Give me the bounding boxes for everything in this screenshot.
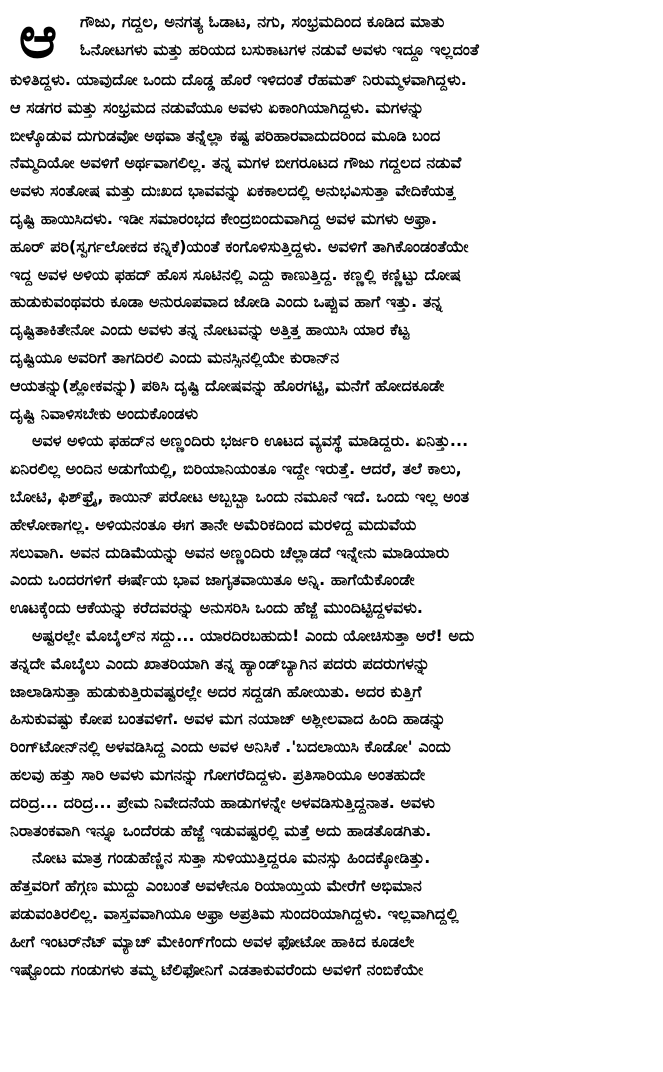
text-line: ಹೇಳೋಕಾಗಲ್ಲ. ಅಳಿಯನಂತೂ ಈಗ ತಾನೇ ಅಮೆರಿಕದಿಂದ ಮರಳಿದ್ದ ಮದುವೆಯ [10, 514, 417, 534]
text-line: ಕುಳಿತಿದ್ದಳು. ಯಾವುದೋ ಒಂದು ದೊಡ್ಡ ಹೊರೆ ಇಳಿದಂತೆ ರೆಹಮತ್ ನಿರುಮ್ಮಳವಾಗಿದ್ದಳು. [10, 70, 467, 89]
text-line: ಗೌಜು, ಗದ್ದಲ, ಅನಗತ್ಯ ಓಡಾಟ, ನಗು, ಸಂಭ್ರಮದಿಂದ ಕೂಡಿದ ಮಾತು [80, 12, 445, 31]
text-line: ಏನಿರಲಿಲ್ಲ ಅಂದಿನ ಅಡುಗೆಯಲ್ಲಿ, ಬಿರಿಯಾನಿಯಂತೂ ಇದ್ದೇ ಇರುತ್ತೆ. ಆದರೆ, ತಲೆ ಕಾಲು, [10, 459, 462, 479]
text-line: ನೆಮ್ಮದಿಯೋ ಅವಳಿಗೆ ಅರ್ಥವಾಗಲಿಲ್ಲ. ತನ್ನ ಮಗಳ ಬೀಗರೂಟದ ಗೌಜು ಗದ್ದಲದ ನಡುವೆ [10, 153, 462, 173]
drop-cap: ಆ [18, 3, 58, 71]
text-line: ಅವಳು ಸಂತೋಷ ಮತ್ತು ದುಃಖದ ಭಾವವನ್ನು ಏಕಕಾಲದಲ್ಲಿ ಅನುಭವಿಸುತ್ತಾ ವೇದಿಕೆಯತ್ತ [10, 181, 456, 201]
text-line: ಊಟಕ್ಕೆಂದು ಆಕೆಯನ್ನು ಕರೆದವರನ್ನು ಅನುಸರಿಸಿ ಒಂದು ಹೆಜ್ಜೆ ಮುಂದಿಟ್ಟಿದ್ದಳವಳು. [10, 598, 424, 618]
paragraph-1 [10, 3, 653, 427]
text-line: ದೃಷ್ಟಿತಾಕಿತೇನೋ ಎಂದು ಅವಳು ತನ್ನ ನೋಟವನ್ನು ಅತ್ತಿತ್ತ ಹಾಯಿಸಿ ಯಾರ ಕೆಟ್ಟ [10, 320, 410, 340]
text-line: ಹೀಗೆ ಇಂಟರ್‌ನೆಟ್ ಮ್ಯಾಚ್ ಮೇಕಿಂಗ್‌ಗೆಂದು ಅವಳ ಫೋಟೋ ಹಾಕಿದ ಕೂಡಲೇ [10, 931, 415, 951]
text-line: ದೃಷ್ಟಿ ಹಾಯಿಸಿದಳು. ಇಡೀ ಸಮಾರಂಭದ ಕೇಂದ್ರಬಿಂದುವಾಗಿದ್ದ ಅವಳ ಮಗಳು ಅಫ್ರಾ. [10, 208, 438, 228]
text-line: ದರಿದ್ರ... ದರಿದ್ರ... ಪ್ರೇಮ ನಿವೇದನೆಯ ಹಾಡುಗಳನ್ನೇ ಅಳವಡಿಸುತ್ತಿದ್ದನಾತ. ಅವಳು [10, 792, 435, 812]
text-line: ಓನೋಟಗಳು ಮತ್ತು ಹರಿಯದ ಬಸುಕಾಟಗಳ ನಡುವೆ ಅವಳು ಇದ್ದೂ ಇಲ್ಲದಂತೆ [80, 39, 479, 59]
text-line: ಆ ಸಡಗರ ಮತ್ತು ಸಂಭ್ರಮದ ನಡುವೆಯೂ ಅವಳು ಏಕಾಂಗಿಯಾಗಿದ್ದಳು. ಮಗಳನ್ನು [10, 97, 425, 117]
text-line: ಅಷ್ಟರಲ್ಲೇ ಮೊಬೈಲ್‌ನ ಸದ್ದು... ಯಾರದಿರಬಹುದು! ಎಂದು ಯೋಚಿಸುತ್ತಾ ಅರೆ! ಅದು [32, 625, 475, 645]
paragraph-4 [10, 844, 653, 983]
text-line: ಹೆತ್ತವರಿಗೆ ಹೆಗ್ಗಣ ಮುದ್ದು ಎಂಬಂತೆ ಅವಳೇನೂ ರಿಯಾಯ್ತಿಯ ಮೇರೆಗೆ ಅಭಿಮಾನ [10, 876, 422, 896]
text-line: ಹುಡುಕುವಂಥವರು ಕೂಡಾ ಅನುರೂಪವಾದ ಜೋಡಿ ಎಂದು ಒಪ್ಪುವ ಹಾಗೆ ಇತ್ತು. ತನ್ನ [10, 292, 443, 312]
text-line: ಆಯತನ್ನು(ಶ್ಲೋಕವನ್ನು) ಪಠಿಸಿ ದೃಷ್ಟಿ ದೋಷವನ್ನು ಹೊರಗಟ್ಟಿ, ಮನೆಗೆ ಹೋದಕೂಡೇ [10, 375, 445, 395]
text-line: ಎಂದು ಒಂದರಗಳಿಗೆ ಈರ್ಷೆಯ ಭಾವ ಜಾಗೃತವಾಯಿತೂ ಅನ್ನಿ. ಹಾಗೆಯೆಕೊಂಡೇ [10, 570, 415, 590]
paragraph-2 [10, 427, 653, 622]
text-line: ಹಿಸುಕುವಷ್ಟು ಕೋಪ ಬಂತವಳಿಗೆ. ಅವಳ ಮಗ ನಯಾಜ್ ಅಶ್ಲೀಲವಾದ ಹಿಂದಿ ಹಾಡನ್ನು [10, 709, 446, 729]
text-line: ಸಲುವಾಗಿ. ಅವನ ದುಡಿಮೆಯನ್ನು ಅವನ ಅಣ್ಣಂದಿರು ಚೆಲ್ಲಾಡದೆ ಇನ್ನೇನು ಮಾಡಿಯಾರು [10, 542, 450, 562]
text-line: ಹೂರ್ ಪರಿ(ಸ್ವರ್ಗಲೋಕದ ಕನ್ನಿಕೆ)ಯಂತೆ ಕಂಗೊಳಿಸುತ್ತಿದ್ದಳು. ಅವಳಿಗೆ ತಾಗಿಕೊಂಡಂತೆಯೇ [10, 236, 469, 256]
text-line: ರಿಂಗ್‌ಟೋನ್‌ನಲ್ಲಿ ಅಳವಡಿಸಿದ್ದ ಎಂದು ಅವಳ ಅನಿಸಿಕೆ .'ಬದಲಾಯಿಸಿ ಕೊಡೋ' ಎಂದು [10, 737, 451, 757]
text-line: ಹಲವು ಹತ್ತು ಸಾರಿ ಅವಳು ಮಗನನ್ನು ಗೋಗರೆದಿದ್ದಳು. ಪ್ರತಿಸಾರಿಯೂ ಅಂತಹುದೇ [10, 764, 426, 784]
text-line: ಇಷ್ಟೊಂದು ಗಂಡುಗಳು ತಮ್ಮ ಟೆಲಿಫೋನಿಗೆ ಎಡತಾಕುವರೆಂದು ಅವಳಿಗೆ ನಂಬಿಕೆಯೇ [10, 959, 424, 979]
paragraph-3 [10, 622, 653, 844]
text-line: ಬೋಟಿ, ಫಿಶ್‌ಫ್ರೈ, ಕಾಯಿನ್ ಪರೋಟ ಅಬ್ಬಬ್ಬಾ ಒಂದು ನಮೂನೆ ಇದೆ. ಒಂದು ಇಲ್ಲ ಅಂತ [10, 486, 470, 506]
text-line: ಅವಳ ಅಳಿಯ ಫಹದ್‌ನ ಅಣ್ಣಂದಿರು ಭರ್ಜರಿ ಊಟದ ವ್ಯವಸ್ಥೆ ಮಾಡಿದ್ದರು. ಏನಿತ್ತು... [32, 431, 469, 451]
text-line: ಬೀಳ್ಕೊಡುವ ದುಗುಡವೋ ಅಥವಾ ತನ್ನೆಲ್ಲಾ ಕಷ್ಟ ಪರಿಹಾರವಾದುದರಿಂದ ಮೂಡಿ ಬಂದ [10, 125, 441, 145]
text-line: ದೃಷ್ಟಿಯೂ ಅವರಿಗೆ ತಾಗದಿರಲಿ ಎಂದು ಮನಸ್ಸಿನಲ್ಲಿಯೇ ಕುರಾನ್‌ನ [10, 347, 340, 367]
text-line: ಪಡುವಂತಿರಲಿಲ್ಲ. ವಾಸ್ತವವಾಗಿಯೂ ಅಫ್ರಾ ಅಪ್ರತಿಮ ಸುಂದರಿಯಾಗಿದ್ದಳು. ಇಲ್ಲವಾಗಿದ್ದಲ್ಲಿ [10, 903, 459, 923]
text-line: ತನ್ನದೇ ಮೊಬೈಲು ಎಂದು ಖಾತರಿಯಾಗಿ ತನ್ನ ಹ್ಯಾಂಡ್‌ಬ್ಯಾಗಿನ ಪದರು ಪದರುಗಳನ್ನು [10, 653, 430, 673]
text-line: ನಿರಾತಂಕವಾಗಿ ಇನ್ನೂ ಒಂದೆರಡು ಹೆಜ್ಜೆ ಇಡುವಷ್ಟರಲ್ಲಿ ಮತ್ತೆ ಅದು ಹಾಡತೊಡಗಿತು. [10, 820, 432, 840]
text-line: ಜಾಲಾಡಿಸುತ್ತಾ ಹುಡುಕುತ್ತಿರುವಷ್ಟರಲ್ಲೇ ಅದರ ಸದ್ದಡಗಿ ಹೋಯಿತು. ಅದರ ಕುತ್ತಿಗೆ [10, 681, 422, 701]
text-line: ನೋಟ ಮಾತ್ರ ಗಂಡುಹೆಣ್ಣಿನ ಸುತ್ತಾ ಸುಳಿಯುತ್ತಿದ್ದರೂ ಮನಸ್ಸು ಹಿಂದಕ್ಕೋಡಿತ್ತು. [32, 848, 431, 868]
text-line: ಇದ್ದ ಅವಳ ಅಳಿಯ ಫಹದ್ ಹೊಸ ಸೂಟಿನಲ್ಲಿ ಎದ್ದು ಕಾಣುತ್ತಿದ್ದ. ಕಣ್ಣಲ್ಲಿ ಕಣ್ಣಿಟ್ಟು ದೋಷ [10, 264, 461, 284]
text-line: ದೃಷ್ಟಿ ನಿವಾಳಿಸಬೇಕು ಅಂದುಕೊಂಡಳು [10, 403, 199, 423]
